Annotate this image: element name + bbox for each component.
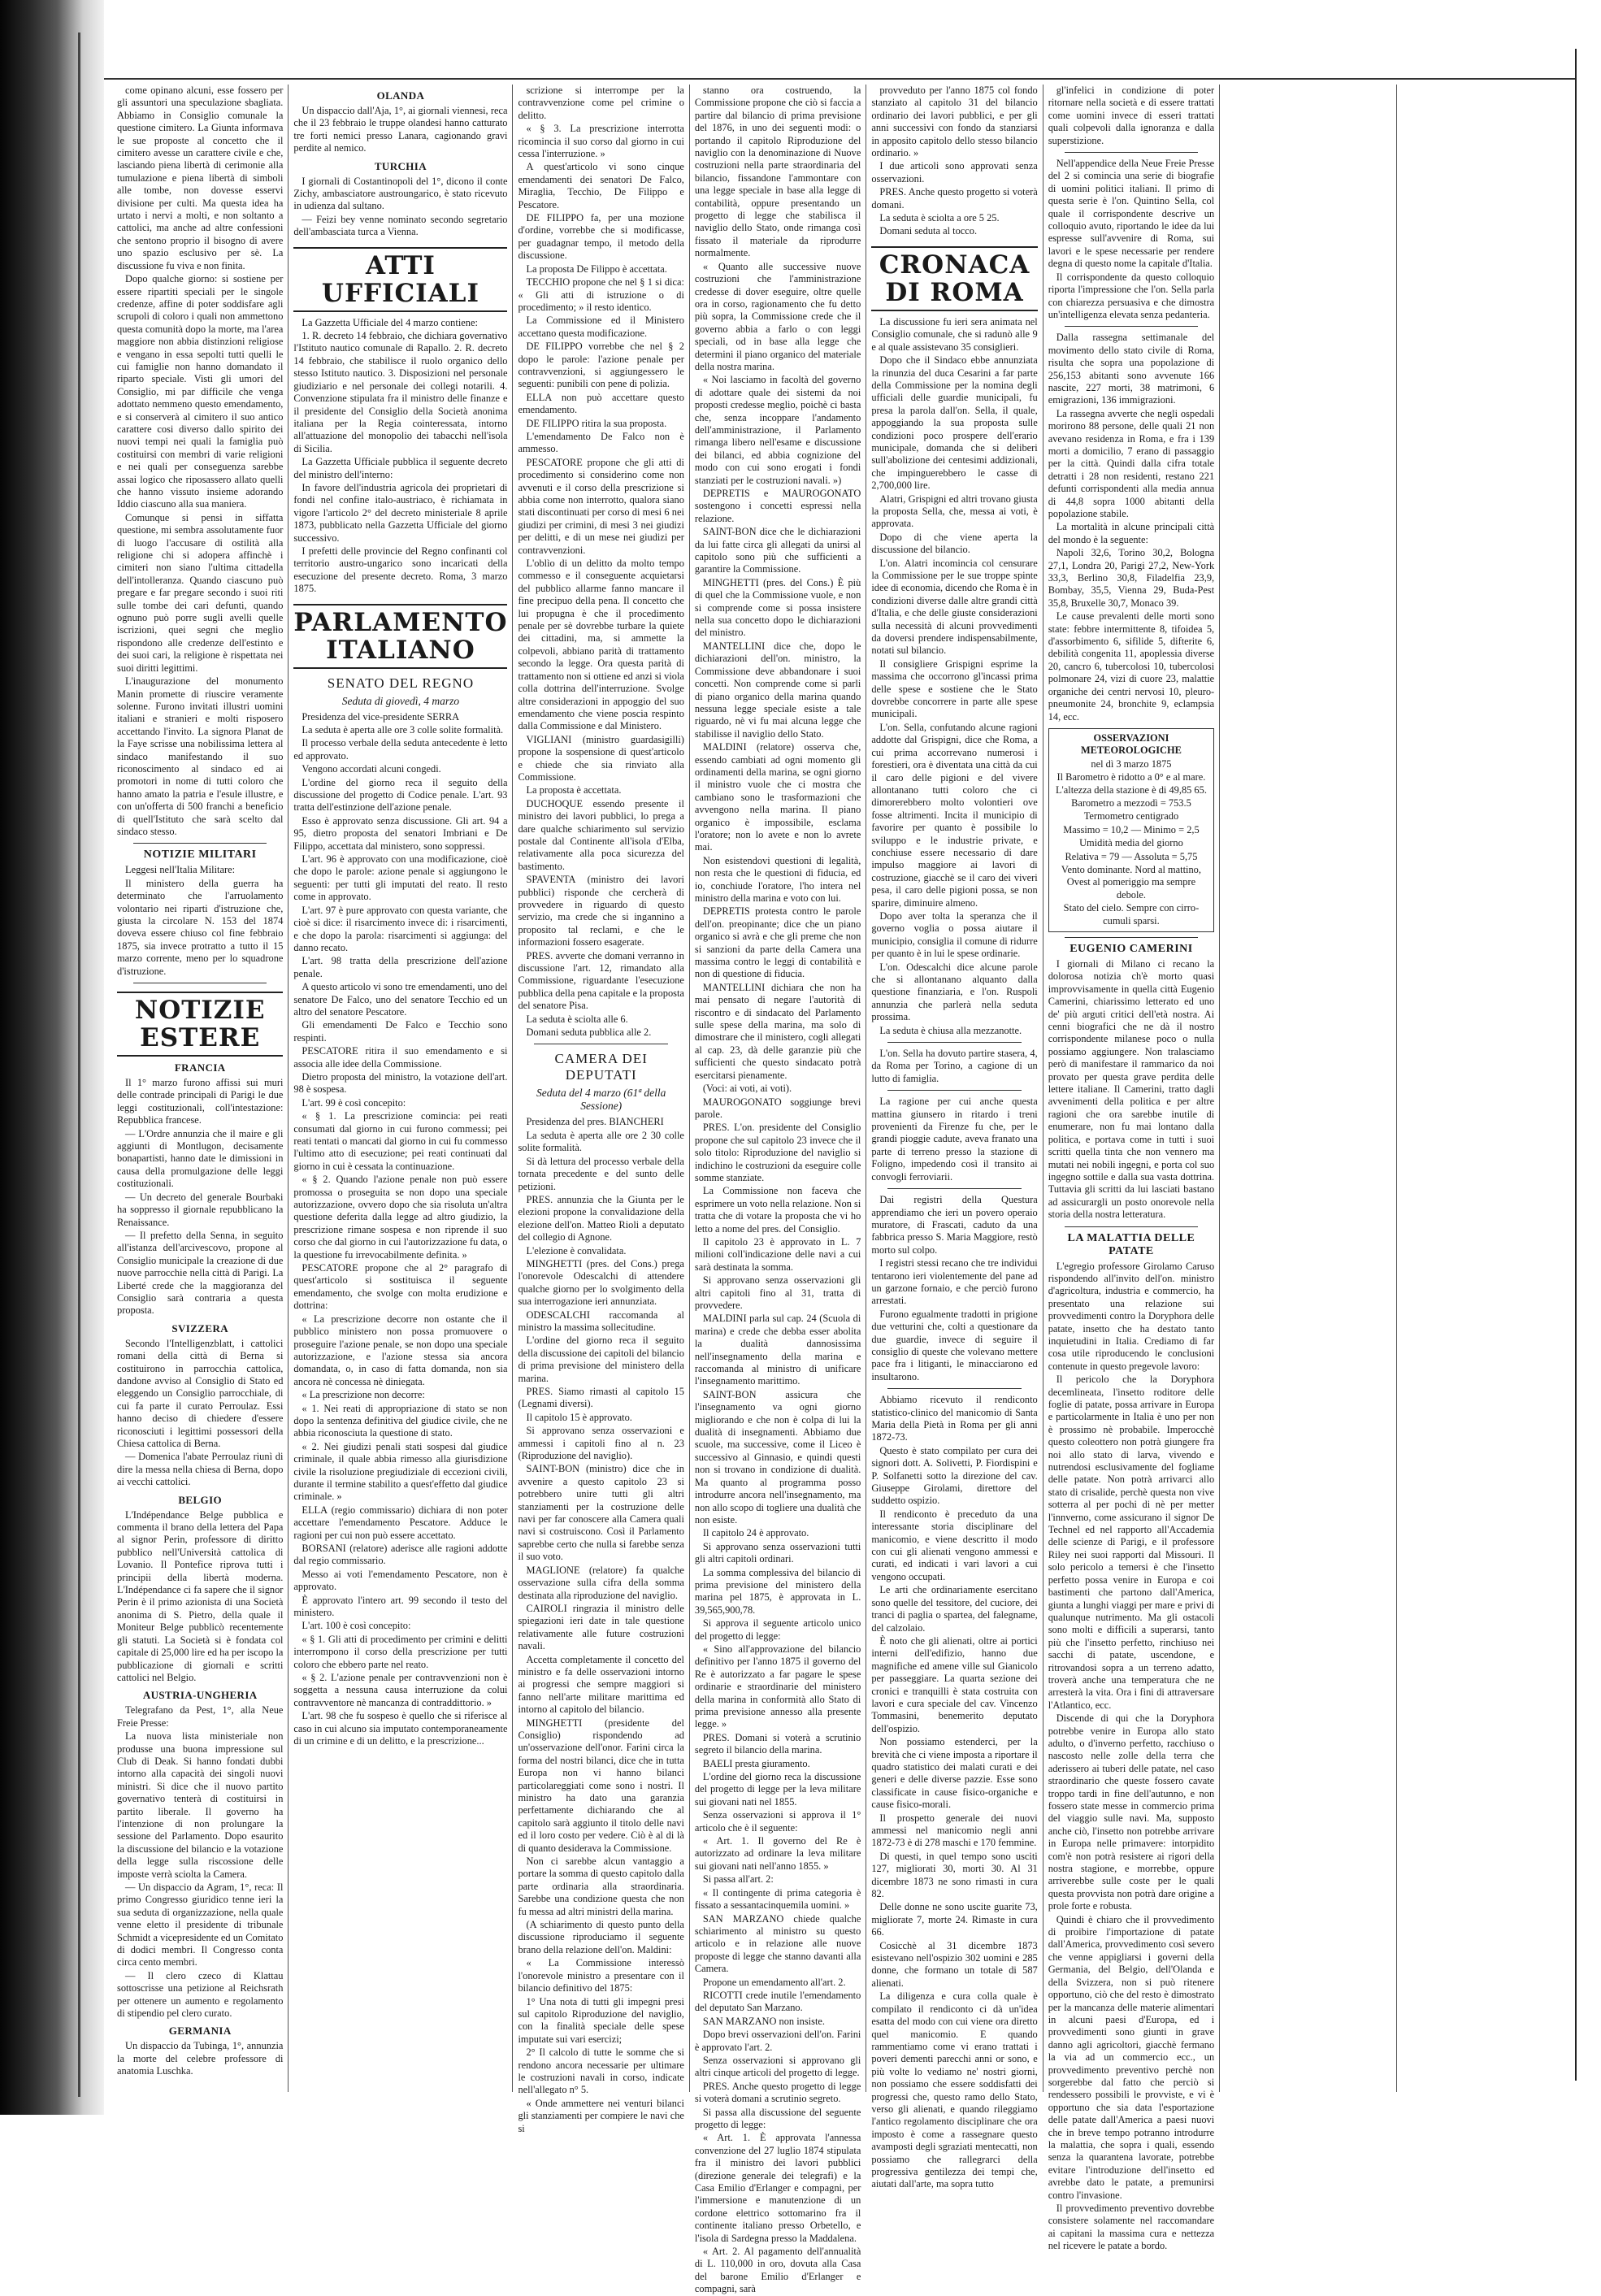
country-heading: SVIZZERA <box>171 1322 229 1335</box>
article-paragraph: — L'Ordre annunzia che il maire e gli aggiunti di Montlugon, decisamente bonapartisti, hanno date le dimissioni in causa della promulgazione delle leggi costituzionali. <box>117 1127 284 1190</box>
article-paragraph: Cosicchè al 31 dicembre 1873 esistevano nell'ospizio 302 uomini e 285 donne, che formano un totale di 587 alienati. <box>871 1939 1038 1989</box>
section-headline: CRONACA DI ROMA <box>871 246 1037 311</box>
article-paragraph: — Un decreto del generale Bourbaki ha soppresso il giornale repubblicano la Renaissance. <box>117 1191 284 1228</box>
article-paragraph: L'elezione è convalidata. <box>526 1244 627 1257</box>
box-line: Vento dominante. Nord al mattino, Ovest al pomeriggio ma sempre debole. <box>1061 863 1201 901</box>
article-paragraph: Abbiamo ricevuto il rendiconto statistico-clinico del manicomio di Santa Maria della Pietà in Roma per gli anni 1872-73. <box>871 1394 1038 1443</box>
separator-rule <box>887 1090 1021 1091</box>
article-paragraph: « Il contingente di prima categoria è fissato a sessantacinquemila uomini. » <box>694 1886 861 1912</box>
article-paragraph: Le arti che ordinariamente esercitano sono quelle del tessitore, del cuciore, dei tranci di paglia o spartea, del falegname, del calzolaio. <box>871 1584 1038 1634</box>
column-5 <box>866 85 1043 2190</box>
article-paragraph: (A schiarimento di questo punto della discussione riproduciamo il seguente brano della relazione dell'on. Maldini: <box>518 1919 684 1955</box>
article-paragraph: L'art. 100 è così concepito: <box>302 1620 411 1632</box>
article-paragraph: ELLA (regio commissario) dichiara di non poter accettare l'emendamento Pescatore. Adduce le ragioni per cui non può essere accettato. <box>293 1504 508 1541</box>
article-paragraph: PRES. Anche questo progetto si voterà domani. <box>871 186 1038 211</box>
article-paragraph: « La prescrizione decorre non ostante che il pubblico ministero non possa promuovere o proseguire l'azione penale, se non dopo una speciale autorizzazione, e l'azione stessa sia ancora domandata, o, in caso di fatta domanda, non sia ancora nè concessa nè diniegata. <box>293 1313 508 1387</box>
column-1 <box>112 85 289 2092</box>
article-paragraph: « Onde ammettere nei venturi bilanci gli stanziamenti per compiere le navi che si <box>518 2097 684 2134</box>
weather-observations-box <box>1048 728 1214 932</box>
article-paragraph: I prefetti delle provincie del Regno confinanti col territorio austro-ungarico sono incaricati della esecuzione del presente decreto. Roma, 3 marzo 1875. <box>293 545 508 595</box>
article-paragraph: La proposta De Filippo è accettata. <box>526 263 667 275</box>
article-paragraph: ODESCALCHI raccomanda al ministro la massima sollecitudine. <box>518 1309 684 1333</box>
column-2 <box>289 85 513 2092</box>
article-paragraph: L'on. Sella, confutando alcune ragioni addotte dal Grispigni, dice che Roma, a cui prima accorrevano numerosi i forestieri, ora è diventata una città da cui il caro delle pigioni e del vivere allontanano tutti coloro che ci dimorerebbero molto volontieri ove fosse altrimenti. Incita il municipio di favorire per quanto è possibile lo sviluppo e le industrie private, e conchiuse essere necessario di dare impulso maggiore ai lavori di costruzione, giacchè se il caro dei viveri pesa, il caro delle pigioni possa, se non sparire, diminuire almeno. <box>871 721 1038 909</box>
article-paragraph: L'ordine del giorno reca il seguito della discussione del progetto di Codice penale. L'art. 93 tratta dell'estinzione dell'azione penale. <box>293 776 508 814</box>
separator-rule <box>1065 326 1198 327</box>
country-heading: FRANCIA <box>174 1061 226 1074</box>
article-paragraph: « § 1. La prescrizione comincia: pei reati consumati dal giorno in cui furono commessi; pei reati tentati o mancati dal giorno in cui fu commesso l'ultimo atto di esecuzione; pei reati continuati dal giorno in cui è cessata la continuazione. <box>293 1110 508 1172</box>
article-paragraph: Dai registri della Questura apprendiamo che ieri un povero operaio muratore, di Frascati, caduto da una fabbrica presso S. Maria Maggiore, restò morto sul colpo. <box>871 1194 1038 1256</box>
country-heading: GERMANIA <box>168 2025 232 2038</box>
article-paragraph: Non ci sarebbe alcun vantaggio a portare la somma di questo capitolo dalla parte ordinaria alla straordinaria. Sarebbe una condizione questa che non fu messa ad altri ministri della marina. <box>518 1855 684 1917</box>
article-paragraph: scrizione si interrompe per la contravvenzione come pel crimine o delitto. <box>518 85 684 121</box>
article-paragraph: L'Indépendance Belge pubblica e commenta il brano della lettera del Papa al signor Perin, professore di diritto pubblico nell'Università cattolica di Lovanio. Il Pontefice riprova tutti i principii della libertà moderna. L'Indépendance ci fa sapere che il signor Perin è il primo azionista di una Società anonima di S. Pietro, della quale il Moniteur Belge pubblicò recentemente gli statuti. La Società si è fondata col capitale di 25,000 lire ed ha per iscopo la pubblicazione di giornali e scritti cattolici nel Belgio. <box>117 1508 284 1683</box>
article-paragraph: « La prescrizione non decorre: <box>302 1389 425 1401</box>
article-paragraph: come opinano alcuni, esse fossero per gli assuntori una speculazione sbagliata. Abbiamo in Consiglio comunale la questione cimitero. La Giunta informava le sue proposte al concetto che il cimitero avesse un carattere civile e che, lasciando piena libertà di cerimonie alla tumulazione e piena libertà di simboli alle tombe, non dovesse esservi divisione per culti. Ma questa idea ha urtato i nervi a molti, e non soltanto a cattolici, ma anche ad altre confessioni che sentono proprio il bisogno di avere uno spazio esclusivo per sè. La discussione fu viva e non finita. <box>117 85 284 271</box>
article-paragraph: Nell'appendice della Neue Freie Presse del 2 si comincia una serie di biografie di uomini politici italiani. Il primo di questa serie è l'on. Quintino Sella, col quale il corrispondente descrive un colloquio avuto, riportando le idee da lui espresse sull'avvenire di Roma, sui lavori e le spese necessarie per rendere degna di questo nome la capitale d'Italia. <box>1048 158 1215 270</box>
article-paragraph: L'oblìo di un delitto da molto tempo commesso e il conseguente acquietarsi del pubblico allarme fanno mancare il fine precipuo della pena. Il concetto che lui propugna è che il procedimento penale per sè dovrebbe turbare la quiete dei cittadini, ma, si ammette la colpevoli, abbiano parità di trattamento secondo la legge. Ora questa parità di trattamento non si ottiene ed anzi si viola colla dottrina dell'interruzione. Svolge altre considerazioni in appoggio del suo emendamento che viene poscia respinto dalla Commissione e dal Ministero. <box>518 558 684 732</box>
article-paragraph: I due articoli sono approvati senza osservazioni. <box>871 160 1038 184</box>
article-paragraph: — Il prefetto della Senna, in seguito all'istanza dell'arcivescovo, propone al Consiglio municipale la creazione di due nuove parrocchie nella città di Parigi. La Liberté crede che la maggioranza del Consiglio sarà contraria a questa proposta. <box>117 1229 284 1317</box>
article-paragraph: Il capitolo 24 è approvato. <box>702 1527 809 1539</box>
article-paragraph: stanno ora costruendo, la Commissione propone che ciò si faccia a partire dal bilancio di prima previsione del 1876, in uno dei seguenti modi: o portando il capitolo Riproduzione del naviglio con la denominazione di Nuove costruzioni nella parte straordinaria del bilancio, fissandone l'ammontare con una legge speciale in base alla legge di contabilità, oppure presentando un progetto di legge che stabilisca il naviglio dello Stato, onde rimanga così fissato il materiale da riprodurre normalmente. <box>694 85 861 259</box>
article-paragraph: Si passa all'art. 2: <box>702 1873 774 1886</box>
section-subheadline: CAMERA DEI DEPUTATI <box>554 1051 648 1083</box>
article-paragraph: « § 1. Gli atti di procedimento per crimini e delitti interrompono il corso della prescrizione per tutti coloro che ebbero parte nel reato. <box>293 1633 508 1670</box>
box-line: Massimo = 10,2 — Minimo = 2,5 <box>1063 823 1200 836</box>
article-paragraph: A quest'articolo vi sono cinque emendamenti dei senatori De Falco, Miraglia, Tecchio, De Filippo e Pescatore. <box>518 161 684 211</box>
article-paragraph: Vengono accordati alcuni congedi. <box>302 763 441 775</box>
article-paragraph: Esso è approvato senza discussione. Gli art. 94 a 95, dietro proposta del senatori Imbriani e De Filippo, accettata dal ministero, sono soppressi. <box>293 814 508 852</box>
book-binding-edge <box>0 0 104 2115</box>
article-paragraph: Il consigliere Grispigni esprime la massima che occorrono gl'incassi prima delle spese e sostiene che le Stato dovrebbe concorrere in parte alle spese municipali. <box>871 658 1038 720</box>
newspaper-columns <box>112 85 1573 2295</box>
article-paragraph: SAINT-BON assicura che l'insegnamento va ogni giorno migliorando e che non è colpa di lui la dualità di insegnamenti. Abbiamo due scuole, ma successive, come il Liceo è successivo al Ginnasio, e quindi questi non si trovano in condizione di dualità. Ma quanto al programma posso introdurre ancora nell'insegnamento, ma non allo scopo di togliere una dualità che non esiste. <box>694 1388 861 1526</box>
article-paragraph: La seduta è aperta alle ore 2 30 colle solite formalità. <box>518 1129 684 1154</box>
article-paragraph: Il processo verbale della seduta antecedente è letto ed approvato. <box>293 737 508 762</box>
article-paragraph: « 2. Nei giudizi penali stati sospesi dal giudice criminale, il quale abbia rimesso alla giurisdizione civile la risoluzione pregiudiziale di eccezioni civili, durante il termine stabilito a quest'effetto dal giudice criminale. » <box>293 1440 508 1503</box>
article-paragraph: L'on. Alatri incomincia col censurare la Commissione per le sue troppe spinte idee di economia, dicendo che Roma è in condizioni diverse dalle altre grandi città d'Italia, e che delle giuste considerazioni sulla necessità di alcuni provvedimenti da doversi prendere indispensabilmente, notati sul bilancio. <box>871 557 1038 657</box>
article-paragraph: L'ordine del giorno reca la discussione del progetto di legge per la leva militare sui giovani nati nel 1855. <box>694 1771 861 1808</box>
article-paragraph: « 1. Nei reati di appropriazione di stato se non dopo la sentenza definitiva del giudice civile, che ne abbia riconosciuta la questione di stato. <box>293 1402 508 1439</box>
article-paragraph: — Domenica l'abate Perroulaz riunì di dire la messa nella chiesa di Berna, dopo ai vecchi cattolici. <box>117 1451 284 1488</box>
article-paragraph: Un dispaccio da Tubinga, 1°, annunzia la morte del celebre professore di anatomia Luschka. <box>117 2040 284 2077</box>
article-paragraph: La diligenza e cura colla quale è compilato il rendiconto ci dà un'idea esatta del modo con cui viene ora diretto quel manicomio. E quando rammentiamo come vi erano trattati i poveri dementi parecchi anni or sono, e più volte lo vediamo ne' nostri giorni, non possiamo che essere soddisfatti dei progressi che, questo ramo dello Stato, verso gli alienati, e quando rileggiamo l'antico regolamento disciplinare che ora imposto è come a rassegnare questo avamposti degli sgraziati mentecatti, non possiamo che rallegrarci della progressiva gentilezza dei tempi che, aiutati dall'arte, ma sopra tutto <box>871 1990 1038 2190</box>
article-paragraph: PESCATORE ritira il suo emendamento e si associa alle idee della Commissione. <box>293 1045 508 1070</box>
separator-rule <box>887 1042 1021 1043</box>
article-paragraph: « Quanto alle successive nuove costruzioni che l'amministrazione credesse di dover eseguire, oltre quelle ora in corso, ragionamento che fu detto più sopra, la Commissione crede che il governo abbia a farlo o con leggi speciali, od in base alla legge che determini il piano organico del materiale della nostra marina. <box>694 260 861 372</box>
box-line: Relativa = 79 — Assoluta = 5,75 <box>1065 850 1198 862</box>
country-heading: TURCHIA <box>374 159 427 172</box>
article-paragraph: Si approvano senza osservazioni gli altri capitoli fino al 31, tratta di provvedere. <box>694 1274 861 1311</box>
article-paragraph: La seduta è sciolta alle 6. <box>526 1013 628 1025</box>
separator-rule <box>1065 1226 1198 1227</box>
article-paragraph: VIGLIANI (ministro guardasigilli) propone la sospensione di quest'articolo e chiede che sia rinviato alla Commissione. <box>518 733 684 783</box>
article-heading: EUGENIO CAMERINI <box>1070 943 1193 955</box>
article-paragraph: MAGLIONE (relatore) fa qualche osservazione sulla cifra della somma destinata alla riproduzione del naviglio. <box>518 1564 684 1601</box>
column-3 <box>513 85 689 2134</box>
article-paragraph: Si approvano senza osservazioni tutti gli altri capitoli ordinari. <box>694 1540 861 1565</box>
article-paragraph: La mortalità in alcune principali città del mondo è la seguente: <box>1048 521 1215 545</box>
article-paragraph: PESCATORE propone che gli atti di procedimento si considerino come non avvenuti e il corso della prescrizione si abbia come non interrotto, qualora siano stati discontinuati per corso di mesi 6 nei giudizi per crimini, di mesi 3 nei giudizi per delitti, e di un mese nei giudizi per contravvenzioni. <box>518 456 684 556</box>
article-paragraph: Le cause prevalenti delle morti sono state: febbre intermittente 8, tifoidea 5, d'assorbimento 6, sifilide 5, difterite 6, debilità congenita 11, apoplessia diverse 20, cancro 6, tubercolosi 10, tubercolosi polmonare 24, vizi di cuore 23, malattie organiche dei centri nervosi 10, pleuro-pneumonite 24, bronchite 9, eclampsia 14, ecc. <box>1048 610 1215 723</box>
article-paragraph: Si dà lettura del processo verbale della tornata precedente e del sunto delle petizioni. <box>518 1155 684 1192</box>
article-paragraph: Questo è stato compilato per cura dei signori dott. A. Solivetti, P. Fiordispini e P. Solfanetti sotto la direzione del cav. Giuseppe Girolami, direttore del suddetto ospizio. <box>871 1444 1038 1507</box>
article-paragraph: La seduta è sciolta a ore 5 25. <box>879 212 1000 224</box>
article-paragraph: Il capitolo 23 è approvato in L. 7 milioni coll'indicazione delle navi a cui sarà destinata la somma. <box>694 1235 861 1273</box>
article-paragraph: La Gazzetta Ufficiale pubblica il seguente decreto del ministro dell'interno: <box>293 456 508 480</box>
article-paragraph: « § 3. La prescrizione interrotta ricomincia il suo corso dal giorno in cui cessa l'interruzione. » <box>518 123 684 160</box>
article-paragraph: MAUROGONATO soggiunge brevi parole. <box>694 1096 861 1120</box>
article-paragraph: Furono egualmente tradotti in prigione due vetturini che, colti a questionare da due guardie, invece di seguire il consiglio di queste che volevano mettere pace fra i litiganti, le minacciarono ed insultarono. <box>871 1308 1038 1382</box>
article-paragraph: PRES. Siamo rimasti al capitolo 15 (Legnami diversi). <box>518 1386 684 1410</box>
separator-rule <box>887 1388 1021 1389</box>
article-paragraph: Il corrispondente da questo colloquio riporta l'impressione che l'on. Sella parla con chiarezza persuasiva e che dimostra un'intelligenza elevata senza pedanteria. <box>1048 271 1215 320</box>
article-paragraph: Alatri, Grispigni ed altri trovano giusta la proposta Sella, che, messa ai voti, è approvata. <box>871 493 1038 530</box>
article-paragraph: Si approvano senza osservazioni e ammessi i capitoli fino al n. 23 (Riproduzione del naviglio). <box>518 1425 684 1462</box>
article-paragraph: Quindi è chiaro che il provvedimento di proibire l'importazione di patate dall'America, provvedimento così severo che venne appigliarsi i governi della Germania, del Belgio, dell'Olanda e della Svizzera, non si può ritenere opportuno, ciò che del resto è dimostrato per la mancanza delle materie alimentari in alcuni paesi d'Europa, ed i provvedimenti sono giunti in grave danno agli agricoltori, giacchè fermano la via ad un commercio ecc., un provvedimento preventivo perchè non sorgerebbe dal fatto che perciò si rendessero possibili le provviste, e vi è opportuno che sia data l'esportazione delle patate dall'America a paesi nuovi che in breve tempo potranno introdurre la malattia, che sopra i quali, essendo senza la quarantena lavorate, potrebbe evitare l'introduzione dell'insetto ed avrebbe dato le patate, a premunirsi contro l'invasione. <box>1048 1913 1215 2201</box>
article-paragraph: 1. R. decreto 14 febbraio, che dichiara governativo l'Istituto nautico comunale di Rapallo. 2. R. decreto 14 febbraio, che stabilisce il ruolo organico dello stesso Istituto nautico. 3. Disposizioni nel personale giudiziario e nel personale dei collegi notarili. 4. Convenzione stipulata fra il ministro delle finanze e il presidente del Consiglio della Società anonima italiana per la Regia cointeressata, intorno all'attuazione del monopolio dei tabacchi nell'isola di Sicilia. <box>293 330 508 454</box>
article-paragraph: L'ordine del giorno reca il seguito della discussione dei capitoli del bilancio di prima previsione del ministero della marina. <box>518 1335 684 1384</box>
article-heading: NOTIZIE MILITARI <box>143 849 257 862</box>
article-heading: LA MALATTIA DELLE PATATE <box>1067 1231 1195 1257</box>
article-paragraph: Il capitolo 15 è approvato. <box>526 1411 632 1423</box>
session-date: Seduta di giovedì, 4 marzo <box>341 694 460 707</box>
article-paragraph: La seduta è chiusa alla mezzanotte. <box>879 1024 1022 1036</box>
article-paragraph: « La Commissione interessò l'onorevole ministro a presentare con il bilancio definitivo del 1875: <box>518 1957 684 1994</box>
article-paragraph: Leggesi nell'Italia Militare: <box>125 864 236 876</box>
article-paragraph: PRES. L'on. presidente del Consiglio propone che sul capitolo 23 invece che il solo titolo: Riproduzione del naviglio si indichino le costruzioni da eseguire colle somme stanziate. <box>694 1122 861 1183</box>
article-paragraph: — Un dispaccio da Agram, 1°, reca: Il primo Congresso giuridico tenne ieri la sua seduta di organizzazione, nella quale venne eletto il presidente di tribunale Schmidt a vicepresidente ed un Comitato di dodici membri. Il Congresso conta circa cento membri. <box>117 1882 284 1968</box>
article-paragraph: L'egregio professore Girolamo Caruso rispondendo all'invito dell'on. ministro d'agricoltura, industria e commercio, ha presentato una relazione sui provvedimenti contro la Doryphora delle patate, insetto che ha destato tanto inquietudini in Italia. Crediamo di far cosa utile riproducendo le conclusioni contenute in questo pregevole lavoro: <box>1048 1260 1215 1372</box>
article-paragraph: « Art. 1. È approvata l'annessa convenzione del 27 luglio 1874 stipulata fra il ministro dei lavori pubblici (direzione generale dei telegrafi) e la Casa Emilio d'Erlanger e compagni, per l'immersione e manutenzione di un cordone elettrico sottomarino fra il continente italiano presso Orbetello, e l'isola di Sardegna presso la Maddalena. <box>694 2132 861 2244</box>
article-paragraph: SAINT-BON dice che le dichiarazioni da lui fatte circa gli allegati da unirsi al capitolo sono più che sufficienti a garantire la Commissione. <box>694 526 861 575</box>
separator-rule <box>133 843 267 844</box>
article-paragraph: « § 2. Quando l'azione penale non può essere promossa o proseguita se non dopo una speciale autorizzazione, ovvero dopo che sia risoluta un'altra questione deferita dalla legge ad altro giudizio, la prescrizione rimane sospesa e non riprende il suo corso che dal giorno in cui l'autorizzazione fu data, o la questione fu irrevocabilmente definita. » <box>293 1174 508 1261</box>
article-paragraph: Domani seduta al tocco. <box>879 225 978 237</box>
article-paragraph: MINGHETTI (presidente del Consiglio) rispondendo ad un'osservazione dell'onor. Farini circa la forma del nostri bilanci, dice che in tutta Europa non vi hanno bilanci particolareggiati come sono i nostri. Il ministro ha dato una garanzia perfettamente dichiarando che al capitolo sarà aggiunto il titolo delle navi ed il loro costo per vedere. Ciò è al di là di quanto desiderava la Commissione. <box>518 1717 684 1854</box>
article-paragraph: Dalla rassegna settimanale del movimento dello stato civile di Roma, risulta che sopra una popolazione di 256,153 abitanti sono avvenute 166 nascite, 227 morti, 38 matrimoni, 6 emigrazioni, 136 immigrazioni. <box>1048 332 1215 406</box>
article-paragraph: Dietro proposta del ministro, la votazione dell'art. 98 è sospesa. <box>293 1070 508 1096</box>
article-paragraph: Senza osservazioni si approvano gli altri cinque articoli del progetto di legge. <box>694 2054 861 2079</box>
article-paragraph: MALDINI (relatore) osserva che, essendo cambiati ad ogni momento gli ordinamenti della marina, se ogni giorno il ministro vuole che ci mostra che cambiano sono le trasformazioni che avvengono nella marina. Il piano organico è impossibile, esclama l'oratore; non lo avete e non lo avrete mai. <box>694 741 861 853</box>
article-paragraph: Il provvedimento preventivo dovrebbe consistere solamente nel raccomandare ai capitani la massima cura e nettezza nel ricevere le patate a bordo. <box>1048 2203 1215 2252</box>
article-paragraph: Non esistendovi questioni di legalità, non resta che le questioni di fiducia, ed io, conchiude l'oratore, l'ho intera nel ministro della marina e voto con lui. <box>694 854 861 904</box>
article-paragraph: BAELI presta giuramento. <box>702 1757 810 1769</box>
article-paragraph: Il prospetto generale dei nuovi ammessi nel manicomio negli anni 1872-73 è di 278 maschi e 170 femmine. <box>871 1812 1038 1849</box>
column-4 <box>690 85 866 2295</box>
article-paragraph: — Feizi bey venne nominato secondo segretario dell'ambasciata turca a Vienna. <box>293 213 508 238</box>
article-paragraph: MANTELLINI dichiara che non ha mai pensato di negare l'autorità di riscontro e di sindacato del Parlamento sulle spese della marina, ma solo di dimostrare che il ministero, cogli allegati al cap. 23, dà delle garanzie più che sufficienti che questo sindacato potrà esercitarsi pienamente. <box>694 981 861 1081</box>
article-paragraph: A questo articolo vi sono tre emendamenti, uno del senatore De Falco, uno del senatore Tecchio ed un altro del senatore Pescatore. <box>293 981 508 1018</box>
article-paragraph: « Art. 2. Al pagamento dell'annualità di L. 110,000 in oro, dovuta alla Casa del barone Emilio d'Erlanger e compagni, sarà <box>694 2246 861 2295</box>
box-line: Barometro a mezzodì = 753.5 <box>1071 796 1191 809</box>
article-paragraph: L'on. Odescalchi dice alcune parole che si allontanano alquanto dalla questione finanziaria, e l'on. Ruspoli annunzia che parlerà nella seduta prossima. <box>871 961 1038 1023</box>
article-paragraph: La seduta è aperta alle ore 3 colle solite formalità. <box>302 724 504 736</box>
article-paragraph: La proposta è accettata. <box>526 784 622 796</box>
article-paragraph: DE FILIPPO vorrebbe che nel § 2 dopo le parole: l'azione penale per contravvenzioni, si aggiungessero le seguenti: punibili con pene di polizia. <box>518 341 684 390</box>
article-paragraph: La Commissione non faceva che esprimere un voto nella relazione. Non si tratta che di votare la proposta che vi ho letto a nome del pres. del Consiglio. <box>694 1185 861 1235</box>
article-paragraph: PRES. Anche questo progetto di legge si voterà domani a scrutinio segreto. <box>694 2080 861 2105</box>
article-paragraph: DEPRETIS protesta contro le parole dell'on. preopinante; dice che un piano organico si avrà e che gli preme che non si sanzioni da parte della Camera una massima contro le leggi di contabilità e non di questione di fiducia. <box>694 905 861 980</box>
article-paragraph: Delle donne ne sono uscite guarite 73, migliorate 7, morte 24. Rimaste in cura 66. <box>871 1901 1038 1938</box>
article-paragraph: « § 2. L'azione penale per contravvenzioni non è soggetta a nessuna causa interruzione da colui contravventore nè mancanza di contraddittorio. » <box>293 1672 508 1708</box>
article-paragraph: L'art. 96 è approvato con una modificazione, cioè che dopo le parole: azione penale si aggiungono le seguenti: per tutti gli imputati del reato. Il resto come in approvato. <box>293 853 508 903</box>
article-paragraph: Gli emendamenti De Falco e Tecchio sono respinti. <box>293 1019 508 1044</box>
box-line: Il Barometro è ridotto a 0° e al mare. L'altezza della stazione è di 49,85 65. <box>1055 771 1207 796</box>
article-paragraph: DE FILIPPO ritira la sua proposta. <box>526 417 667 429</box>
article-paragraph: « Noi lasciamo in facoltà del governo di adottare quale dei sistemi da noi proposti credesse meglio, poichè ci basta che, senza incoppare l'andamento dell'amministrazione, il Parlamento rimanga libero nell'esame e discussione dei bilanci, ed abbia cognizione del modo con cui sono erogati i fondi stanziati per le costruzioni navali. ») <box>694 374 861 486</box>
article-paragraph: L'on. Sella ha dovuto partire stasera, 4, da Roma per Torino, a cagione di un lutto di famiglia. <box>871 1048 1038 1084</box>
article-paragraph: Domani seduta pubblica alle 2. <box>526 1026 652 1039</box>
article-paragraph: (Voci: ai voti, ai voti). <box>702 1083 792 1095</box>
article-paragraph: SAN MARZANO chiede qualche schiarimento al ministro su questo articolo e in relazione alle nuove proposte di legge che stanno davanti alla Camera. <box>694 1912 861 1975</box>
separator-rule <box>887 1188 1021 1189</box>
article-paragraph: Il 1° marzo furono affissi sui muri delle contrade principali di Parigi le due leggi costituzionali, coll'intestazione: Repubblica francese. <box>117 1077 284 1126</box>
article-paragraph: Di questi, in quel tempo sono usciti 127, migliorati 30, morti 30. Al 31 dicembre 1873 ne sono rimasti in cura 82. <box>871 1850 1038 1900</box>
section-headline: NOTIZIE ESTERE <box>117 992 283 1057</box>
article-paragraph: Comunque si pensi in siffatta questione, mi sembra assolutamente fuor di luogo l'accusare di ostilità alla religione chi si adopera affinchè i cimiteri non siano l'ultima cittadella dell'intolleranza. Quando ciascuno può pregare e far pregare secondo i suoi riti sulle tombe dei cari defunti, quando ognuno può porre sugli avelli quelle iscrizioni, quei segni che meglio rispondono alle credenze dell'estinto e dei suoi cari, la religione è rispettata nei suoi diritti legittimi. <box>117 511 284 674</box>
article-paragraph: È approvato l'intero art. 99 secondo il testo del ministero. <box>293 1594 508 1619</box>
article-paragraph: La Commissione ed il Ministero accettano questa modificazione. <box>518 315 684 339</box>
box-title: OSSERVAZIONI METEOROLOGICHE <box>1080 731 1182 757</box>
article-paragraph: La ragione per cui anche questa mattina giunsero in ritardo i treni provenienti da Firenze fu che, per le grandi pioggie cadute, aveva franato una parte di terreno presso la stazione di Foligno, impedendo così il transito ai convogli ferroviarii. <box>871 1096 1038 1183</box>
column-6 <box>1043 85 1220 2252</box>
article-paragraph: TECCHIO propone che nel § 1 si dica: « Gli atti di istruzione o di procedimento; » il resto identico. <box>518 276 684 313</box>
article-paragraph: DE FILIPPO fa, per una mozione d'ordine, vorrebbe che si modificasse, per guadagnar tempo, il metodo della discussione. <box>518 212 684 262</box>
article-paragraph: PRES. avverte che domani verranno in discussione l'art. 12, rimandato alla Commissione, riguardante l'esecuzione pubblica della pena capitale e la proposta del senatore Pisa. <box>518 949 684 1012</box>
article-paragraph: PESCATORE propone che al 2° paragrafo di quest'articolo si sostituisca il seguente emendamento, che svolge con molta erudizione e dottrina: <box>293 1262 508 1312</box>
box-line: Termometro centigrado <box>1083 810 1179 822</box>
article-paragraph: La discussione fu ieri sera animata nel Consiglio comunale, che si radunò alle 9 e al quale assistevano 35 consiglieri. <box>871 315 1038 353</box>
article-paragraph: Discende di qui che la Doryphora potrebbe venire in Europa allo stato adulto, o d'inverno perfetto, racchiuso o nascosto nelle zolle della terra che aderissero ai tuberi delle patate, nel caso straordinario che queste fossero cavate troppo tardi in fine dell'autunno, e non fossero state messe in commercio prima del viaggio sulle navi. Ma, supposto anche ciò, l'insetto non potrebbe arrivare in Europa nelle primavere: intorpidito com'è non potrà resistere ai rigori della nostra stagione, e morrebbe, oppure arriverebbe sulle coste per le quali questa provvista non potrà dare origine a prole forte e robusta. <box>1048 1712 1215 1912</box>
article-paragraph: SPAVENTA (ministro dei lavori pubblici) risponde che cercherà di provvedere in riguardo di questo servizio, ma crede che si ingannino a proposito tal reclami, e che le informazioni fossero esagerate. <box>518 874 684 948</box>
page-edge-rule <box>1575 49 1577 2081</box>
article-paragraph: 2° Il calcolo di tutte le somme che si rendono ancora necessarie per ultimare le costruzioni navali in corso, indicate nell'allegato n° 5. <box>518 2046 684 2096</box>
article-paragraph: I registri stessi recano che tre individui tentarono ieri violentemente del pane ad un garzone fornaio, e che perciò furono arrestati. <box>871 1257 1038 1307</box>
article-paragraph: È noto che gli alienati, oltre ai portici interni dell'edifizio, hanno due magnifiche ed amene ville sul Gianicolo per passeggiare. La quarta sezione dei cronici e tranquilli è stata costruita con lavori e cura speciale del cav. Vincenzo Tommasini, benemerito deputato dell'ospizio. <box>871 1634 1038 1734</box>
article-paragraph: « Sino all'approvazione del bilancio definitivo per l'anno 1875 il governo del Re è autorizzato a far pagare le spese ordinarie e straordinarie del ministero della marina in conformità allo Stato di prima previsione annesso alla presente legge. » <box>694 1643 861 1730</box>
article-paragraph: L'inaugurazione del monumento Manin promette di riuscire veramente solenne. Furono invitati illustri uomini italiani e stranieri e molti risposero accettando l'invito. La signora Planat de la Faye scrisse una nobilissima lettera al sindaco manifestando il suo riconoscimento al sindaco ed ai promotori in nome di tutti coloro che hanno amato la patria e l'esule illustre, e con un'offerta di 500 franchi a beneficio di quell'Istituto che sarà scelto dal sindaco stesso. <box>117 675 284 837</box>
article-paragraph: SAINT-BON (ministro) dice che in avvenire a questo capitolo 23 si potrebbero unire tutti gli altri stanziamenti per la costruzione delle navi per far conoscere alla Camera quali navi si costruiscono. Così il Parlamento saprebbe certo che nulla si farebbe senza il suo voto. <box>518 1463 684 1563</box>
article-paragraph: Propone un emendamento all'art. 2. <box>702 1976 846 1988</box>
article-paragraph: La Gazzetta Ufficiale del 4 marzo contiene: <box>302 316 478 328</box>
article-paragraph: Si approva il seguente articolo unico del progetto di legge: <box>694 1617 861 1642</box>
article-paragraph: Non possiamo estenderci, per la brevità che ci viene imposta a riportare il quadro statistico dei malati curati e dei generi e delle diverse pazzie. Esse sono classificate in cause fisico-organiche e cause fisico-morali. <box>871 1736 1038 1811</box>
box-line: nel dì 3 marzo 1875 <box>1091 757 1172 770</box>
article-paragraph: Si passa alla discussione del seguente progetto di legge: <box>694 2106 861 2130</box>
article-paragraph: « Art. 1. Il governo del Re è autorizzato ad ordinare la leva militare sui giovani nati nell'anno 1855. » <box>694 1835 861 1872</box>
article-paragraph: La rassegna avverte che negli ospedali morirono 88 persone, delle quali 21 non avevano residenza in Roma, e fra i 139 morti a domicilio, 7 erano di passaggio per la città. Quindi dalla cifra totale detratti i 28 non residenti, restano 221 defunti corrispondenti alla media annua di 44,8 sopra 1000 abitanti della popolazione stabile. <box>1048 407 1215 519</box>
article-paragraph: Il ministero della guerra ha determinato che l'arruolamento volontario nei riparti d'istruzione che, giusta la circolare N. 153 del 1874 doveva essere chiuso col fine febbraio 1875, sia invece protratto a tutto il 15 marzo corrente, meno per lo squadrone d'istruzione. <box>117 877 284 977</box>
section-headline: PARLAMENTO ITALIANO <box>293 604 507 669</box>
article-paragraph: Messo ai voti l'emendamento Pescatore, non è approvato. <box>293 1568 508 1593</box>
article-paragraph: La somma complessiva del bilancio di prima previsione del ministero della marina pel 1875, è approvata in L. 39,565,900,78. <box>694 1566 861 1616</box>
article-paragraph: La nuova lista ministeriale non produsse una buona impressione sul Club di Deak. Si hanno fondati dubbi intorno alla capacità dei singoli nuovi ministri. Si dice che il nuovo partito governativo tenterà di costituirsi in partito liberale. Il governo ha l'intenzione di non prolungare la sessione del Parlamento. Dopo esaurito la discussione del bilancio e la votazione della legge sulla riscossione delle imposte verrà sciolta la Camera. <box>117 1730 284 1880</box>
column-7 <box>1220 85 1396 2092</box>
article-paragraph: BORSANI (relatore) aderisce alle ragioni addotte dal regio commissario. <box>293 1543 508 1567</box>
session-date: Seduta del 4 marzo (61ª della Sessione) <box>536 1087 666 1113</box>
article-paragraph: Secondo l'Intelligenzblatt, i cattolici romani della città di Berna si costituirono in parrocchia cattolica, dandone avviso al Consiglio di Stato ed eleggendo un Consiglio parrocchiale, di cui fa parte il curato Perroulaz. Essi hanno deciso di chiedere d'essere riconosciuti i legittimi possessori della Chiesa cattolica di Berna. <box>117 1337 284 1449</box>
article-paragraph: — Il clero czeco di Klattau sottoscrisse una petizione al Reichsrath per ottenere un aumento e regolamento di stipendio pel clero curato. <box>117 1969 284 2020</box>
article-paragraph: PRES. Domani si voterà a scrutinio segreto il bilancio della marina. <box>694 1731 861 1756</box>
article-paragraph: provveduto per l'anno 1875 col fondo stanziato al capitolo 31 del bilancio ordinario dei lavori pubblici, e per gli anni successivi con fondo da stanziarsi in apposito capitolo dello stesso bilancio ordinario. » <box>871 85 1038 159</box>
article-paragraph: MANTELLINI dice che, dopo le dichiarazioni dell'on. ministro, la Commissione deve abbandonare i suoi concetti. Non comprende come si parli di piano organico della marina quando nessuna legge speciale esiste a tale riguardo, nè vi fu mai alcuna legge che stabilisse il naviglio dello Stato. <box>694 640 861 740</box>
section-subheadline: SENATO DEL REGNO <box>327 675 475 691</box>
article-paragraph: MINGHETTI (pres. del Cons.) prega l'onorevole Odescalchi di attendere qualche giorno per lo svolgimento della sua interrogazione ieri annunziata. <box>518 1257 684 1308</box>
article-paragraph: Dopo di che viene aperta la discussione del bilancio. <box>871 531 1038 556</box>
article-paragraph: RICOTTI crede inutile l'emendamento del deputato San Marzano. <box>694 1989 861 2014</box>
article-paragraph: ELLA non può accettare questo emendamento. <box>518 391 684 416</box>
article-paragraph: L'art. 98 tratta della prescrizione dell'azione penale. <box>293 955 508 979</box>
article-paragraph: L'art. 98 che fu sospeso è quello che si riferisce al caso in cui alcuno sia imputato contemporaneamente di un crimine e di un delitto, e la prescrizione... <box>293 1710 508 1747</box>
article-paragraph: MINGHETTI (pres. del Cons.) È più di quel che la Commissione vuole, e non si comprende come si possa insistere nella sua concetto dopo le dichiarazioni del ministro. <box>694 576 861 639</box>
article-paragraph: Accetta completamente il concetto del ministro e fa delle osservazioni intorno ai progressi che sempre maggiori si fanno nell'arte militare marittima ed intorno al capitolo del bilancio. <box>518 1653 684 1716</box>
article-paragraph: Dopo che il Sindaco ebbe annunziata la rinunzia del duca Cesarini a far parte della Commissione per la nomina degli ufficiali delle guardie municipali, fu presa la parola dall'on. Sella, il quale, appoggiando la sua proposta sulle condizioni poco prospere dell'erario municipale, domanda che si deliberi sull'abolizione dei centesimi addizionali, che impinguerebbero le casse di 2,700,000 lire. <box>871 354 1038 492</box>
article-paragraph: Dopo brevi osservazioni dell'on. Farini è approvato l'art. 2. <box>694 2029 861 2053</box>
separator-rule <box>1065 937 1198 938</box>
header-rule <box>104 78 1577 80</box>
box-line: Stato del cielo. Sempre con cirro-cumuli sparsi. <box>1063 902 1200 927</box>
box-line: Umidità media del giorno <box>1079 837 1183 849</box>
country-heading: BELGIO <box>178 1493 223 1506</box>
binding-gutter-line <box>78 33 80 2097</box>
article-paragraph: DUCHOQUE essendo presente il ministro dei lavori pubblici, lo prega a dare qualche schiarimento sul servizio postale dal Continente all'isola d'Elba, relativamente alla poca sicurezza del bastimento. <box>518 797 684 872</box>
section-headline: ATTI UFFICIALI <box>293 247 507 312</box>
article-paragraph: Un dispaccio dall'Aja, 1°, ai giornali viennesi, reca che il 23 febbraio le truppe olandesi hanno catturato tre forti nemici presso Lanara, cagionando gravi perdite al nemico. <box>293 105 508 154</box>
article-paragraph: gl'infelici in condizione di poter ritornare nella società e di essere trattati come uomini invece di esseri trattati quali colpevoli dalla ignoranza e dalla superstizione. <box>1048 85 1215 146</box>
article-paragraph: SAN MARZANO non insiste. <box>702 2015 825 2027</box>
article-paragraph: I giornali di Milano ci recano la dolorosa notizia ch'è morto quasi improvvisamente in quella città Eugenio Camerini, chiarissimo letterato ed uno de' più arguti critici dell'età nostra. Ai cenni biografici che ne dà il nostro corrispondente milanese poco o nulla possiamo aggiungere. Non tralasciamo però di manifestare il rammarico da noi provato per questa grave perdita delle lettere italiane. Il Camerini, tratto dagli avvenimenti della politica e per altre ragioni che ora sarebbe inutile di enumerare, non fu mai lontano dalla politica, e portava come in tutti i suoi scritti quella tinta che non vennero ma mutati nei nobili ingegni, e porta col suo ingegno sottile e dalla sua vasta dottrina. Tuttavia gli scritti da lui lasciati bastano ad assicurargli un posto onorevole nella storia della nostra letteratura. <box>1048 958 1215 1221</box>
article-paragraph: L'emendamento De Falco non è ammesso. <box>518 430 684 455</box>
article-paragraph: In favore dell'industria agricola dei proprietari di fondi nel confine italo-austriaco, è richiamata in vigore l'articolo 2° del decreto ministeriale 8 aprile 1873, pubblicato nella Gazzetta Ufficiale del giorno successivo. <box>293 481 508 544</box>
article-paragraph: CAIROLI ringrazia il ministro delle spiegazioni ieri date in tale questione relativamente alle future costruzioni navali. <box>518 1602 684 1652</box>
article-paragraph: Senza osservazioni si approva il 1° articolo che è il seguente: <box>694 1809 861 1834</box>
article-paragraph: Il rendiconto è preceduto da una interessante storia disciplinare del manicomio, e viene descritto il modo con cui gli alienati vengono ammessi e curati, ed indicati i vari lavori a cui vengono occupati. <box>871 1508 1038 1582</box>
article-paragraph: L'art. 99 è così concepito: <box>302 1096 406 1109</box>
article-paragraph: Telegrafano da Pest, 1°, alla Neue Freie Presse: <box>117 1704 284 1729</box>
column-8 <box>1397 85 1573 2092</box>
article-paragraph: MALDINI parla sul cap. 24 (Scuola di marina) e crede che debba esser abolita la dualità dannosissima nell'insegnamento della marina e raccomanda al ministro di unificare l'insegnamento marittimo. <box>694 1313 861 1387</box>
article-paragraph: Presidenza del pres. BIANCHERI <box>526 1116 664 1128</box>
article-paragraph: 1° Una nota di tutti gli impegni presi sul capitolo Riproduzione del naviglio, con la finalità speciale delle spese imputate sui vari esercizi; <box>518 1995 684 2045</box>
article-paragraph: Dopo qualche giorno: si sostiene per essere ripartiti speciali per le singole credenze, affine di poter soddisfare agli scrupoli di coloro i quali non ammettono questa comunità dopo la morte, ma l'area maggiore non abbia distinzioni religiose e vengano in essa sepolti tutti quelli le cui famiglie non hanno domandato il riparto speciale. Visti gli umori del Consiglio, mi par difficile che venga adottato nemmeno questo emendamento, e si conserverà al cimitero il suo antico carattere cosi diverso dallo spirito dei nuovi tempi nei quali la famiglia può costituirsi con membri di varie religioni e nei quali per conseguenza sarebbe assai logico che riposassero allato quelli che hanno vissuto insieme adorando Iddio ciascuno alla sua maniera. <box>117 273 284 510</box>
article-paragraph: Il pericolo che la Doryphora decemlineata, l'insetto roditore delle foglie di patate, possa arrivare in Europa e particolarmente in Italia è uno per non è prossimo nè probabile. Imperocchè questo coleottero non potrà giungere fra noi allo stato di larva, vivendo e nutrendosi esclusivamente del fogliame delle patate. Non potrà arrivarci allo stato di crisalide, perchè questa non vive sotterra al per pochi di nè per metter l'innverno, come assicurano il signor De Technel ed nel rapporto all'Accademia delle scienze di Parigi, e il professore Riley nei suoi rapporti dal Missouri. Il solo pericolo a temersi è che l'insetto perfetto possa venire in Europa e coi bastimenti che partono dall'America, giunta a lunghi viaggi per mare e privi di qualunque nutrimento. Ma gli ostacoli sono molti e difficili a superarsi, tanto più che l'insetto perfetto, rinchiuso nei sacchi di patate, uscendone, e ritrovandosi sopra a un terreno adatto, troverà anche una temperatura che ne arresterà la vita. Ora i fini di attraversare l'Atlantico, ecc. <box>1048 1374 1215 1711</box>
article-paragraph: I giornali di Costantinopoli del 1°, dicono il conte Zichy, ambasciatore austroungarico, è stato ricevuto in udienza dal sultano. <box>293 175 508 212</box>
article-paragraph: PRES. annunzia che la Giunta per le elezioni propone la convalidazione della elezione dell'on. Matteo Rioli a deputato del collegio di Agnone. <box>518 1193 684 1243</box>
separator-rule <box>1065 152 1198 153</box>
article-paragraph: Dopo aver tolta la speranza che il governo voglia o possa aiutare il municipio, consiglia il comune di ridurre per quanto è in lui le spese ordinarie. <box>871 909 1038 960</box>
country-heading: OLANDA <box>376 89 425 102</box>
article-paragraph: Presidenza del vice-presidente SERRA <box>302 710 460 723</box>
article-paragraph: DEPRETIS e MAUROGONATO sostengono i concetti espressi nella relazione. <box>694 488 861 524</box>
article-paragraph: L'art. 97 è pure approvato con questa variante, che cioè si dice: il risarcimento invece di: i risarcimenti, e che dopo la parola: risarcimenti si aggiunga: del danno recato. <box>293 904 508 953</box>
article-paragraph: Napoli 32,6, Torino 30,2, Bologna 27,1, Londra 20, Parigi 27,2, New-York 33,3, Berlino 30,8, Filadelfia 23,9, Bombay, 35,5, Vienna 29, Buda-Pest 35,8, Bruxelle 30,7, Monaco 39. <box>1048 547 1215 609</box>
country-heading: AUSTRIA-UNGHERIA <box>142 1689 258 1702</box>
